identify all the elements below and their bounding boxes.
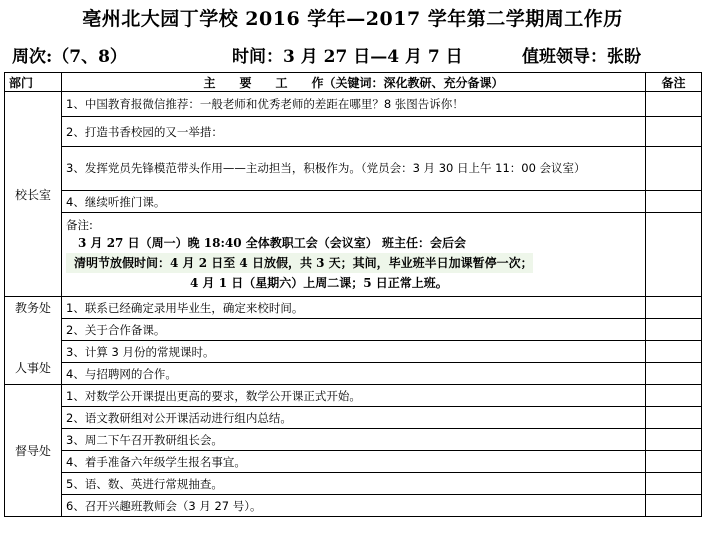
note-line-2: 清明节放假时间：4 月 2 日至 4 日放假，共 3 天；其间，毕业班半日加课暂停一次；: [66, 253, 533, 273]
dept-supervision: 督导处: [5, 385, 62, 517]
supervision-item-6: 6、召开兴趣班教师会（3 月 27 号）。: [62, 495, 646, 517]
header-row: [5, 73, 702, 92]
remark-cell: [646, 341, 702, 363]
table-row: [5, 429, 702, 451]
dept-academic: 教务处: [14, 301, 51, 315]
week-label: 周次:（7、8）: [12, 47, 127, 67]
remark-cell: [646, 297, 702, 319]
academic-item-4: 4、与招聘网的合作。: [62, 363, 646, 385]
table-row: [5, 407, 702, 429]
supervision-item-1: 1、对数学公开课提出更高的要求，数学公开课正式开始。: [62, 385, 646, 407]
remark-cell: [646, 429, 702, 451]
duty-leader: 值班领导：张盼: [522, 47, 641, 67]
academic-item-1: 1、联系已经确定录用毕业生，确定来校时间。: [62, 297, 646, 319]
header-remark: 备注: [646, 73, 702, 92]
dept-principal: 校长室: [5, 92, 62, 297]
remark-cell: [646, 495, 702, 517]
principal-item-4: 4、继续听推门课。: [62, 191, 646, 213]
principal-item-3: 3、发挥党员先锋模范带头作用——主动担当，积极作为。（党员会：3 月 30 日上午 11：00 会议室）: [62, 147, 646, 191]
schedule-table: [4, 72, 702, 517]
notes-label: 备注:: [66, 217, 93, 232]
remark-cell: [646, 319, 702, 341]
remark-cell: [646, 473, 702, 495]
supervision-item-4: 4、着手准备六年级学生报名事宜。: [62, 451, 646, 473]
table-row: [5, 385, 702, 407]
supervision-item-3: 3、周二下午召开教研组长会。: [62, 429, 646, 451]
remark-cell: [646, 92, 702, 117]
table-row: [5, 213, 702, 297]
remark-cell: [646, 407, 702, 429]
table-row: [5, 473, 702, 495]
table-row: [5, 147, 702, 191]
header-main: 主 要 工 作（关键词：深化教研、充分备课）: [62, 73, 646, 92]
date-range: 时间：3 月 27 日—4 月 7 日: [232, 47, 463, 67]
remark-cell: [646, 191, 702, 213]
page-title: 亳州北大园丁学校 2016 学年—2017 学年第二学期周工作历: [82, 8, 623, 30]
table-row: [5, 92, 702, 117]
remark-cell: [646, 147, 702, 191]
dept-academic-personnel: [5, 297, 62, 385]
principal-item-1: 1、中国教育报微信推荐：一般老师和优秀老师的差距在哪里？8 张图告诉你！: [62, 92, 646, 117]
table-row: [5, 363, 702, 385]
table-row: [5, 341, 702, 363]
table-row: [5, 451, 702, 473]
remark-cell: [646, 363, 702, 385]
remark-cell: [646, 385, 702, 407]
table-row: [5, 319, 702, 341]
remark-cell: [646, 213, 702, 297]
supervision-item-2: 2、语文教研组对公开课活动进行组内总结。: [62, 407, 646, 429]
table-row: [5, 495, 702, 517]
header-dept: 部门: [5, 73, 62, 92]
supervision-item-5: 5、语、数、英进行常规抽查。: [62, 473, 646, 495]
principal-item-2: 2、打造书香校园的又一举措：: [62, 117, 646, 147]
academic-item-3: 3、计算 3 月份的常规课时。: [62, 341, 646, 363]
principal-notes: [62, 213, 646, 297]
remark-cell: [646, 117, 702, 147]
academic-item-2: 2、关于合作备课。: [62, 319, 646, 341]
dept-personnel: 人事处: [14, 361, 51, 375]
table-row: [5, 117, 702, 147]
note-line-1: 3 月 27 日（周一）晚 18:40 全体教职工会（会议室） 班主任：会后会: [78, 235, 466, 250]
table-row: [5, 297, 702, 319]
note-line-3: 4 月 1 日（星期六）上周二课；5 日正常上班。: [190, 275, 448, 290]
remark-cell: [646, 451, 702, 473]
table-row: [5, 191, 702, 213]
